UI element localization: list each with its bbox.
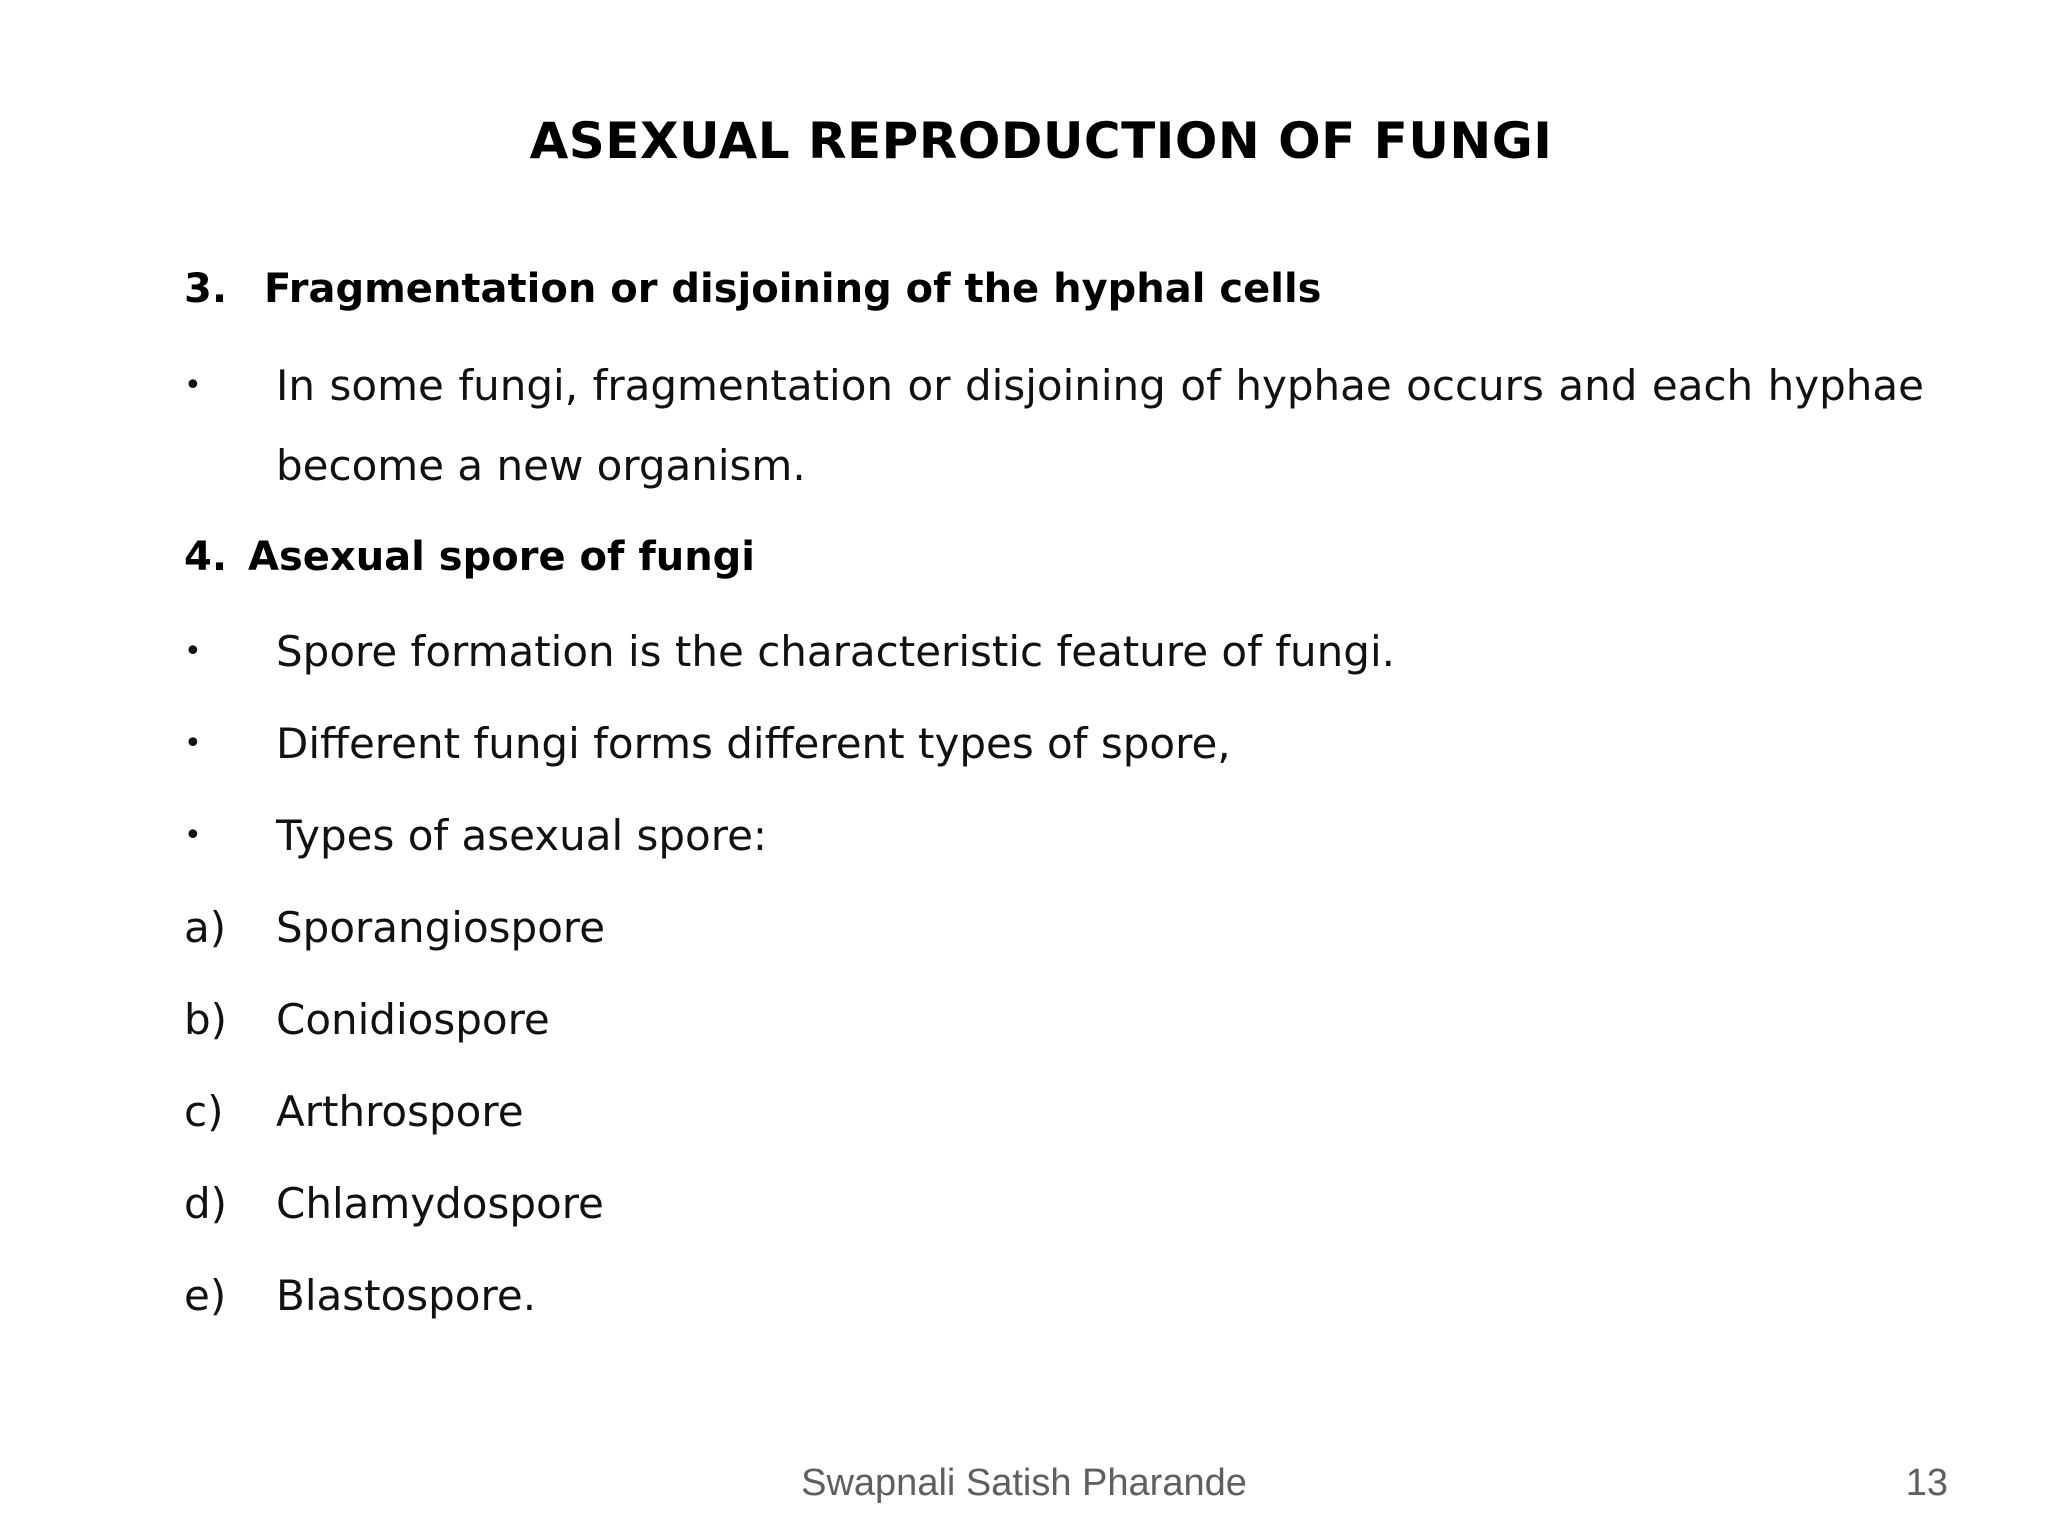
spore-type-text: Arthrospore: [276, 1087, 524, 1136]
section-4-heading: [184, 534, 755, 580]
section-3-number: 3.: [184, 266, 228, 312]
bullet-icon: •: [184, 368, 202, 403]
list-marker: b): [184, 995, 228, 1044]
slide-title: ASEXUAL REPRODUCTION OF FUNGI: [529, 112, 1553, 170]
section-3-title: Fragmentation or disjoining of the hyphal cells: [264, 266, 1322, 312]
list-item-text: Types of asexual spore:: [276, 811, 768, 860]
bullet-icon: •: [184, 726, 202, 761]
page-number: 13: [1905, 1462, 1948, 1504]
spore-type-text: Blastospore.: [276, 1271, 537, 1320]
spore-type-text: Conidiospore: [276, 995, 550, 1044]
list-item-text: Different fungi forms different types of spore,: [276, 719, 1231, 768]
section-4-number: 4.: [184, 534, 228, 580]
section-3-bullet-text: In some fungi, fragmentation or disjoining of hyphae occurs and each hyphae become a new organism.: [276, 361, 1924, 490]
spore-type-text: Sporangiospore: [276, 903, 606, 952]
list-item-text: Spore formation is the characteristic feature of fungi.: [276, 627, 1395, 676]
list-marker: e): [184, 1271, 227, 1320]
list-marker: c): [184, 1087, 224, 1136]
section-4-title: Asexual spore of fungi: [248, 534, 756, 580]
bullet-icon: •: [184, 818, 202, 853]
footer-author: Swapnali Satish Pharande: [801, 1462, 1247, 1504]
list-marker: a): [184, 903, 227, 952]
section-3-heading: [184, 266, 1321, 312]
bullet-icon: •: [184, 634, 202, 669]
spore-type-text: Chlamydospore: [276, 1179, 604, 1228]
list-marker: d): [184, 1179, 228, 1228]
